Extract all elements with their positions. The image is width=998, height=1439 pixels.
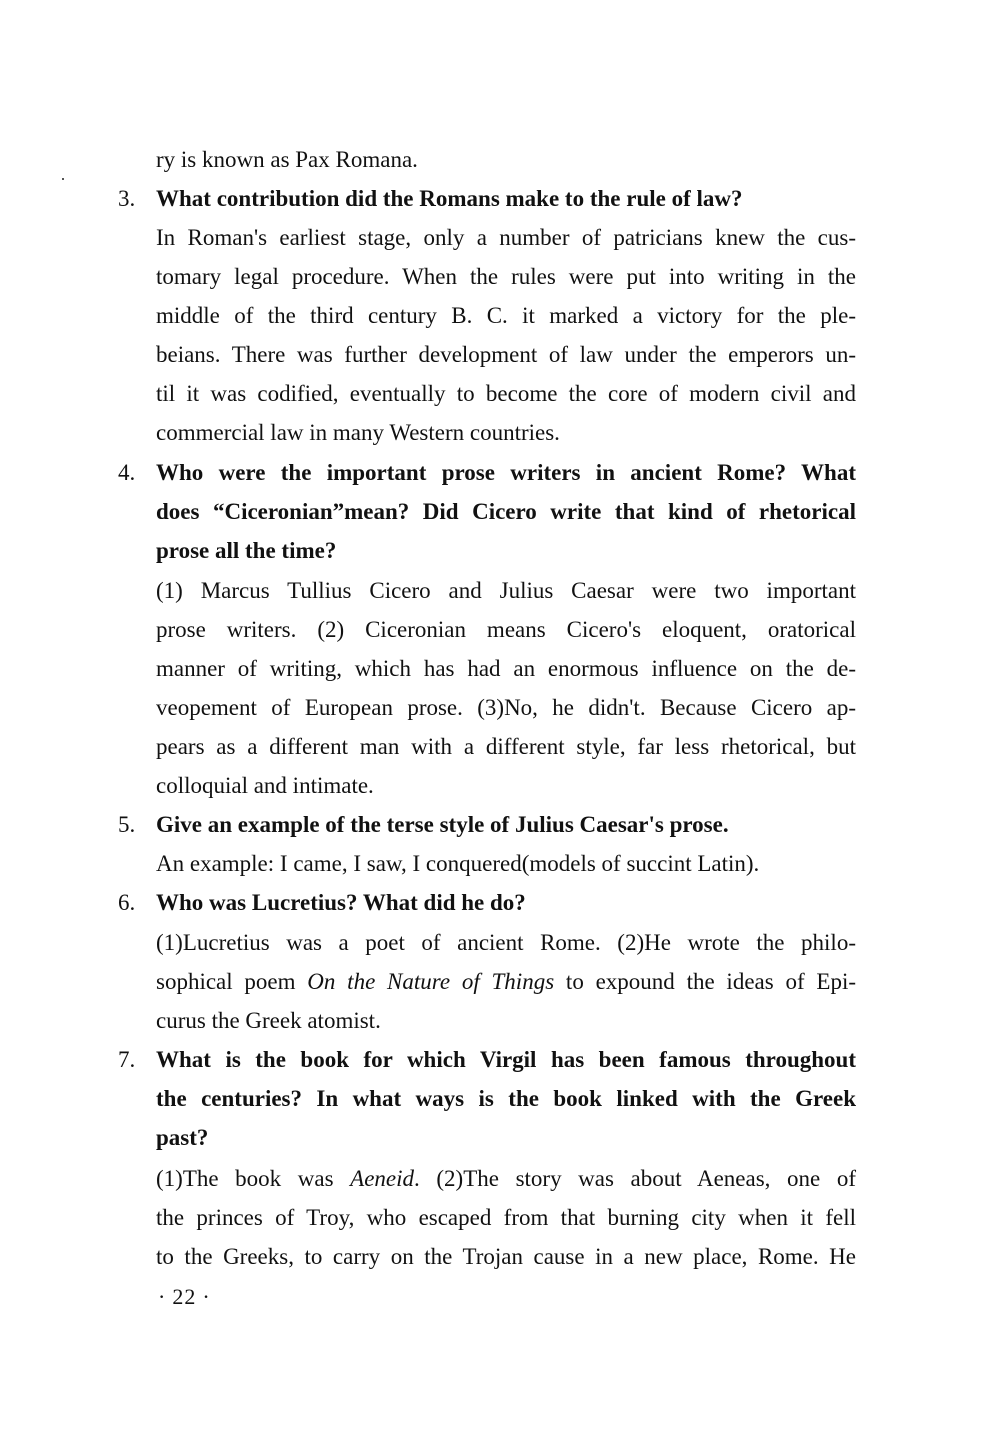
answer-7-line-1-post: . (2)The story was about Aeneas, one of bbox=[414, 1166, 856, 1191]
answer-4-line-1: (1) Marcus Tullius Cicero and Julius Caesar were two important bbox=[156, 578, 856, 603]
answer-6-line-2-post: to expound the ideas of Epi- bbox=[554, 969, 856, 994]
question-4-line-3: prose all the time? bbox=[156, 538, 337, 563]
answer-3-line-4: beians. There was further development of law under the emperors un- bbox=[156, 342, 856, 367]
answer-6-line-2-pre: sophical poem bbox=[156, 969, 308, 994]
answer-3-line-6: commercial law in many Western countries. bbox=[156, 420, 560, 445]
question-4-line-1: Who were the important prose writers in ancient Rome? What bbox=[156, 460, 856, 485]
book-title-aeneid: Aeneid bbox=[350, 1166, 415, 1191]
answer-5-text: An example: I came, I saw, I conquered(models of succint Latin). bbox=[156, 851, 760, 876]
answer-4-line-3: manner of writing, which has had an enormous influence on the de- bbox=[156, 656, 856, 681]
answer-6-line-1: (1)Lucretius was a poet of ancient Rome. (2)He wrote the philo- bbox=[156, 930, 856, 955]
answer-7-line-1-pre: (1)The book was bbox=[156, 1166, 351, 1191]
answer-3-line-5: til it was codified, eventually to become the core of modern civil and bbox=[156, 381, 856, 406]
folio-dot-left: · bbox=[158, 1284, 167, 1309]
folio-dot-right: · bbox=[202, 1284, 211, 1309]
answer-7-line-1 bbox=[156, 1159, 856, 1198]
answer-6-line-2 bbox=[156, 962, 856, 1001]
page-number-value: 22 bbox=[172, 1284, 197, 1309]
answer-6-line-3: curus the Greek atomist. bbox=[156, 1008, 381, 1033]
page-number bbox=[152, 1277, 217, 1316]
question-4-line-2: does “Ciceronian”mean? Did Cicero write that kind of rhetorical bbox=[156, 499, 856, 524]
question-4-number: 4. bbox=[118, 460, 136, 485]
answer-4-line-5: pears as a different man with a different style, far less rhetorical, but bbox=[156, 734, 856, 759]
answer-7-line-2: the princes of Troy, who escaped from that burning city when it fell bbox=[156, 1205, 856, 1230]
question-3-text: What contribution did the Romans make to the rule of law? bbox=[156, 186, 743, 211]
answer-4-line-2: prose writers. (2) Ciceronian means Cicero's eloquent, oratorical bbox=[156, 617, 856, 642]
question-7-line-1: What is the book for which Virgil has been famous throughout bbox=[156, 1047, 856, 1072]
answer-7-line-3: to the Greeks, to carry on the Trojan cause in a new place, Rome. He bbox=[156, 1244, 856, 1269]
question-5-text: Give an example of the terse style of Julius Caesar's prose. bbox=[156, 812, 729, 837]
margin-mark bbox=[62, 178, 64, 180]
question-5-number: 5. bbox=[118, 812, 136, 837]
question-7-number: 7. bbox=[118, 1047, 136, 1072]
answer-3-line-1: In Roman's earliest stage, only a number of patricians knew the cus- bbox=[156, 225, 856, 250]
question-3-number: 3. bbox=[118, 186, 136, 211]
question-6-number: 6. bbox=[118, 890, 136, 915]
question-6-text: Who was Lucretius? What did he do? bbox=[156, 890, 526, 915]
answer-3-line-2: tomary legal procedure. When the rules were put into writing in the bbox=[156, 264, 856, 289]
answer-4-line-4: veopement of European prose. (3)No, he didn't. Because Cicero ap- bbox=[156, 695, 856, 720]
answer-3-line-3: middle of the third century B. C. it marked a victory for the ple- bbox=[156, 303, 856, 328]
question-7-line-3: past? bbox=[156, 1125, 209, 1150]
answer-4-line-6: colloquial and intimate. bbox=[156, 773, 374, 798]
book-title-on-the-nature-of-things: On the Nature of Things bbox=[307, 969, 555, 994]
question-7-line-2: the centuries? In what ways is the book linked with the Greek bbox=[156, 1086, 856, 1111]
intro-line: ry is known as Pax Romana. bbox=[156, 147, 418, 172]
